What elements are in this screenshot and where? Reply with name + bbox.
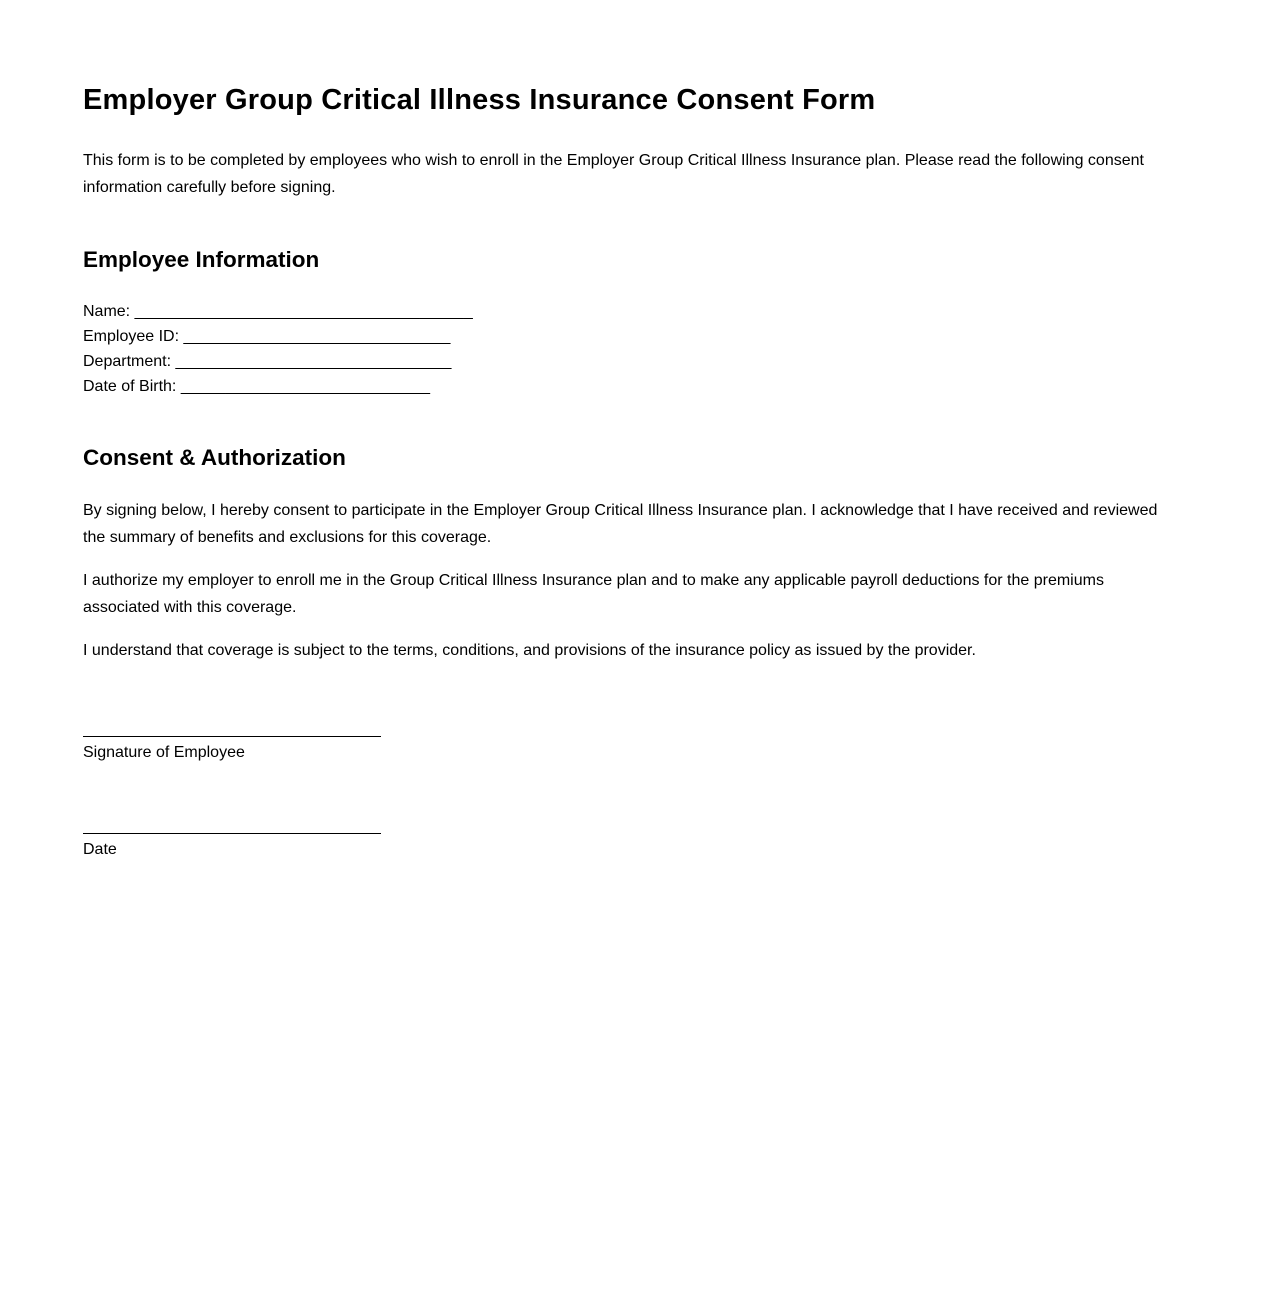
department-field-label: Department: — [83, 353, 172, 370]
intro-paragraph: This form is to be completed by employees who wish to enroll in the Employer Group Critical Illness Insurance plan. Please read the following consent information carefully before signing. — [83, 152, 1144, 196]
name-field-label: Name: — [83, 303, 131, 320]
department-field-row — [83, 349, 1183, 374]
name-field-blank-line: ______________________________________ — [134, 303, 473, 320]
signature-label: Signature of Employee — [83, 744, 245, 761]
employee-id-field-row — [83, 324, 1183, 349]
consent-paragraph-1: By signing below, I hereby consent to participate in the Employer Group Critical Illness Insurance plan. I acknowledge that I have received and reviewed the summary of benefits and exclusions for this coverage. — [83, 502, 1158, 546]
consent-paragraph-3: I understand that coverage is subject to the terms, conditions, and provisions of the insurance policy as issued by the provider. — [83, 642, 976, 659]
consent-paragraph-2: I authorize my employer to enroll me in the Group Critical Illness Insurance plan and to make any applicable payroll deductions for the premiums associated with this coverage. — [83, 572, 1104, 616]
employee-signature-block — [83, 736, 1183, 763]
signature-line — [83, 736, 381, 737]
date-of-birth-field-blank-line: ____________________________ — [180, 378, 430, 395]
employee-id-field-blank-line: ______________________________ — [183, 328, 451, 345]
date-of-birth-field-row — [83, 374, 1183, 399]
employee-info-fields — [83, 299, 1183, 399]
date-label: Date — [83, 841, 117, 858]
department-field-blank-line: _______________________________ — [175, 353, 452, 370]
page-title: Employer Group Critical Illness Insurance Consent Form — [83, 84, 876, 116]
consent-authorization-heading: Consent & Authorization — [83, 445, 346, 470]
employee-id-field-label: Employee ID: — [83, 328, 180, 345]
name-field-row — [83, 299, 1183, 324]
employee-information-heading: Employee Information — [83, 247, 320, 272]
date-line — [83, 833, 381, 834]
date-block — [83, 833, 1183, 860]
date-of-birth-field-label: Date of Birth: — [83, 378, 177, 395]
